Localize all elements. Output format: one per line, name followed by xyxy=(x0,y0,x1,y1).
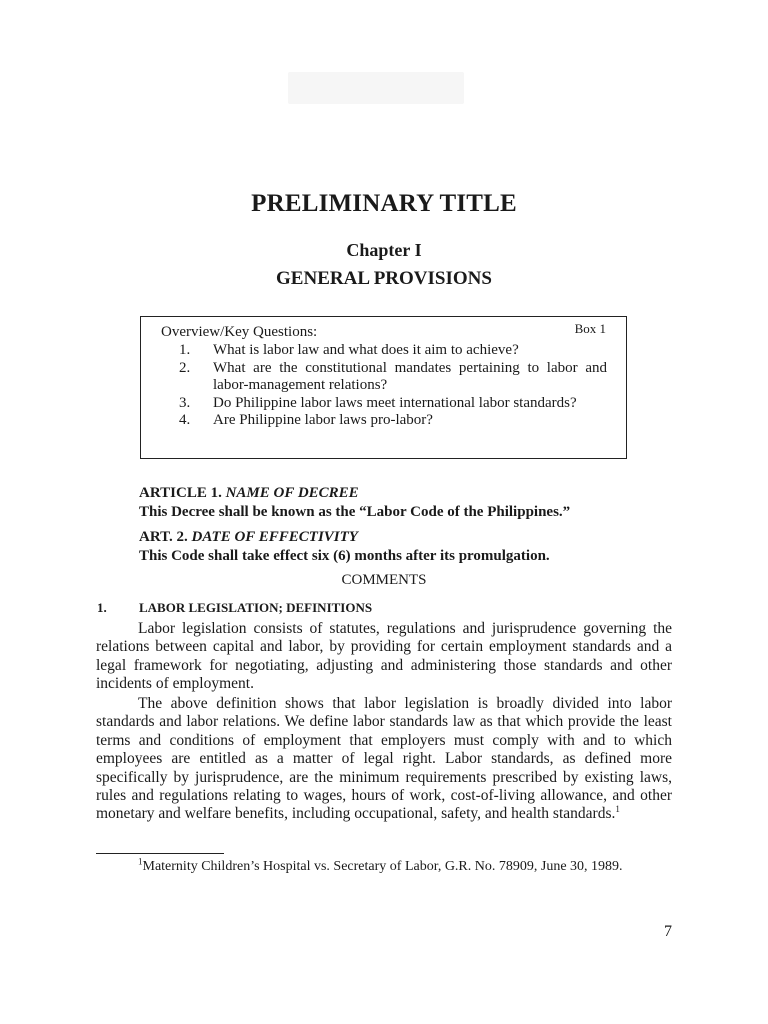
list-item-text: Do Philippine labor laws meet international labor standards? xyxy=(213,394,577,411)
paragraph-text: The above definition shows that labor legislation is broadly divided into labor standards and labor relations. We define labor standards law as that which provide the least terms and conditions of employment that employers must comply with and to which employees are entitled as a matter of legal right. Labor standards, as defined more specifically by jurisprudence, are the minimum requirements prescribed by existing laws, rules and regulations relating to wages, hours of work, cost-of-living allowance, and other monetary and welfare benefits, including occupational, safety, and health standards. xyxy=(96,695,672,823)
paragraph: Labor legislation consists of statutes, regulations and jurisprudence governing the relations between capital and labor, by providing for certain employment standards and a legal framework for negotiating, adjusting and administering those standards and other incidents of employment. xyxy=(96,620,672,693)
article-1-label: ARTICLE 1. xyxy=(139,485,222,501)
article-2-heading xyxy=(139,528,679,546)
section-title: LABOR LEGISLATION; DEFINITIONS xyxy=(139,600,373,615)
chapter-number: Chapter I xyxy=(346,240,422,260)
list-item xyxy=(175,342,607,360)
article-1-heading xyxy=(139,484,679,502)
faint-running-header xyxy=(288,72,464,104)
page-title: PRELIMINARY TITLE xyxy=(251,190,517,217)
article-2-text: This Code shall take effect six (6) months after its promulgation. xyxy=(139,548,550,564)
chapter-name: GENERAL PROVISIONS xyxy=(276,268,492,289)
list-item xyxy=(175,395,607,413)
box-heading: Overview/Key Questions: xyxy=(161,324,318,340)
list-item-text: What are the constitutional mandates pertaining to labor and labor-management relations? xyxy=(213,359,607,393)
footnote-reference[interactable]: 1 xyxy=(615,804,620,815)
article-2-label: ART. 2. xyxy=(139,529,188,545)
list-item-text: What is labor law and what does it aim to achieve? xyxy=(213,342,519,358)
page-number: 7 xyxy=(664,923,672,940)
list-item xyxy=(175,360,607,395)
list-item-number: 4. xyxy=(179,412,191,428)
article-1-title: NAME OF DECREE xyxy=(225,485,359,501)
list-item xyxy=(175,412,607,430)
article-1-text: This Decree shall be known as the “Labor Code of the Philippines.” xyxy=(139,504,571,520)
paragraph xyxy=(96,695,672,824)
box-label: Box 1 xyxy=(574,321,606,336)
section-number: 1. xyxy=(97,600,107,615)
list-item-number: 1. xyxy=(179,342,191,358)
list-item-number: 2. xyxy=(179,359,191,376)
footnote-text: Maternity Children’s Hospital vs. Secretary of Labor, G.R. No. 78909, June 30, 1989. xyxy=(142,859,623,874)
footnote-marker: 1 xyxy=(138,856,143,867)
overview-box xyxy=(140,316,627,459)
comments-heading: COMMENTS xyxy=(341,572,427,588)
footnote xyxy=(96,858,672,876)
footnote-divider xyxy=(96,853,224,854)
list-item-text: Are Philippine labor laws pro-labor? xyxy=(213,412,433,428)
key-questions-list xyxy=(175,342,607,430)
list-item-number: 3. xyxy=(179,394,191,411)
article-2-title: DATE OF EFFECTIVITY xyxy=(191,529,358,545)
